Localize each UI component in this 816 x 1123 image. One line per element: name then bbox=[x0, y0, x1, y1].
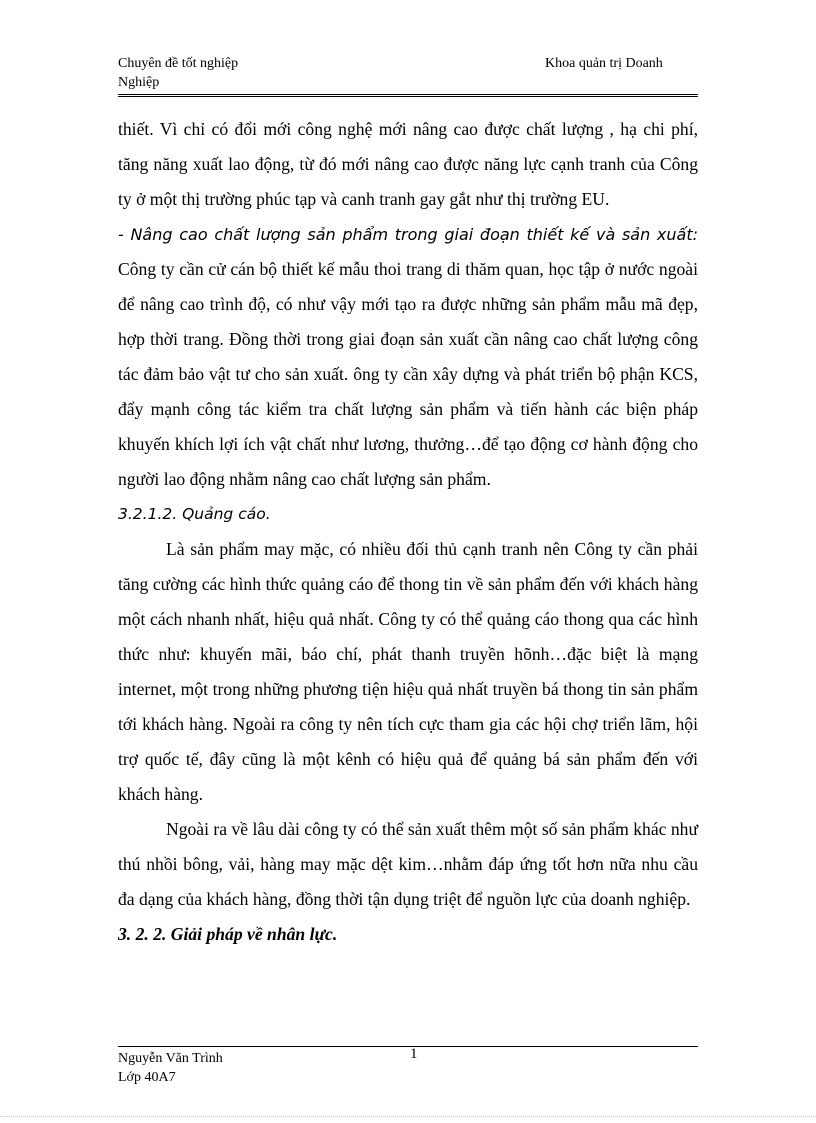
section-heading-human-resources: 3. 2. 2. Giải pháp về nhân lực. bbox=[118, 924, 338, 944]
page-bottom-edge bbox=[0, 1116, 816, 1117]
footer-class: Lớp 40A7 bbox=[118, 1070, 176, 1085]
page-footer bbox=[118, 1046, 698, 1087]
paragraph-3: Là sản phẩm may mặc, có nhiều đối thủ cạnh tranh nên Công ty cần phải tăng cường các hình thức quảng cáo để thong tin về sản phẩm đến với khách hàng một cách nhanh nhất, hiệu quả nhất. Công ty có thể quảng cáo thong qua các hình thức như: khuyến mãi, báo chí, phát thanh truyền hõnh…đặc biệt là mạng internet, một trong những phương tiện hiệu quả nhất truyền bá thong tin sản phẩm tới khách hàng. Ngoài ra công ty nên tích cực tham gia các hội chợ triển lãm, hội trợ quốc tế, đây cũng là một kênh có hiệu quả để quảng bá sản phẩm đến với khách hàng. bbox=[118, 539, 698, 804]
footer-left bbox=[118, 1049, 698, 1087]
header-title-continued: Nghiệp bbox=[118, 75, 160, 90]
page-header bbox=[118, 54, 698, 96]
section-heading-advertising: 3.2.1.2. Quảng cáo. bbox=[118, 505, 271, 523]
document-body bbox=[118, 112, 698, 952]
header-title: Chuyên đề tốt nghiệp bbox=[118, 56, 239, 71]
paragraph-1: thiết. Vì chỉ có đổi mới công nghệ mới nâng cao được chất lượng , hạ chi phí, tăng năng xuất lao động, từ đó mới nâng cao được năng lực cạnh tranh của Công ty ở một thị trường phúc tạp và canh tranh gay gắt như thị trường EU. bbox=[118, 119, 698, 209]
paragraph-4: Ngoài ra về lâu dài công ty có thể sản xuất thêm một số sản phẩm khác như thú nhồi bông, vải, hàng may mặc dệt kim…nhằm đáp ứng tốt hơn nữa nhu cầu đa dạng của khách hàng, đồng thời tận dụng triệt để nguồn lực của doanh nghiệp. bbox=[118, 819, 698, 909]
header-left bbox=[118, 54, 418, 92]
paragraph-2 bbox=[118, 217, 698, 497]
page-number: 1 bbox=[410, 1046, 418, 1062]
paragraph-2-lead: - Nâng cao chất lượng sản phẩm trong giai đoạn thiết kế và sản xuất: bbox=[118, 225, 698, 244]
header-faculty: Khoa quản trị Doanh bbox=[545, 56, 663, 71]
paragraph-2-text: Công ty cần cử cán bộ thiết kế mẫu thoi trang di thăm quan, học tập ở nước ngoài để nâng cao trình độ, có như vậy mới tạo ra được những sản phẩm mẫu mã đẹp, hợp thời trang. Đồng thời trong giai đoạn sản xuất cần nâng cao chất lượng công tác đảm bảo vật tư cho sản xuất. ông ty cần xây dựng và phát triển bộ phận KCS, đẩy mạnh công tác kiểm tra chất lượng sản phẩm và tiến hành các biện pháp khuyến khích lợi ích vật chất như lương, thưởng…để tạo động cơ hành động cho người lao động nhằm nâng cao chất lượng sản phẩm. bbox=[118, 259, 698, 489]
header-divider bbox=[118, 94, 698, 97]
footer-divider bbox=[118, 1046, 698, 1047]
footer-author: Nguyễn Văn Trình bbox=[118, 1051, 223, 1066]
